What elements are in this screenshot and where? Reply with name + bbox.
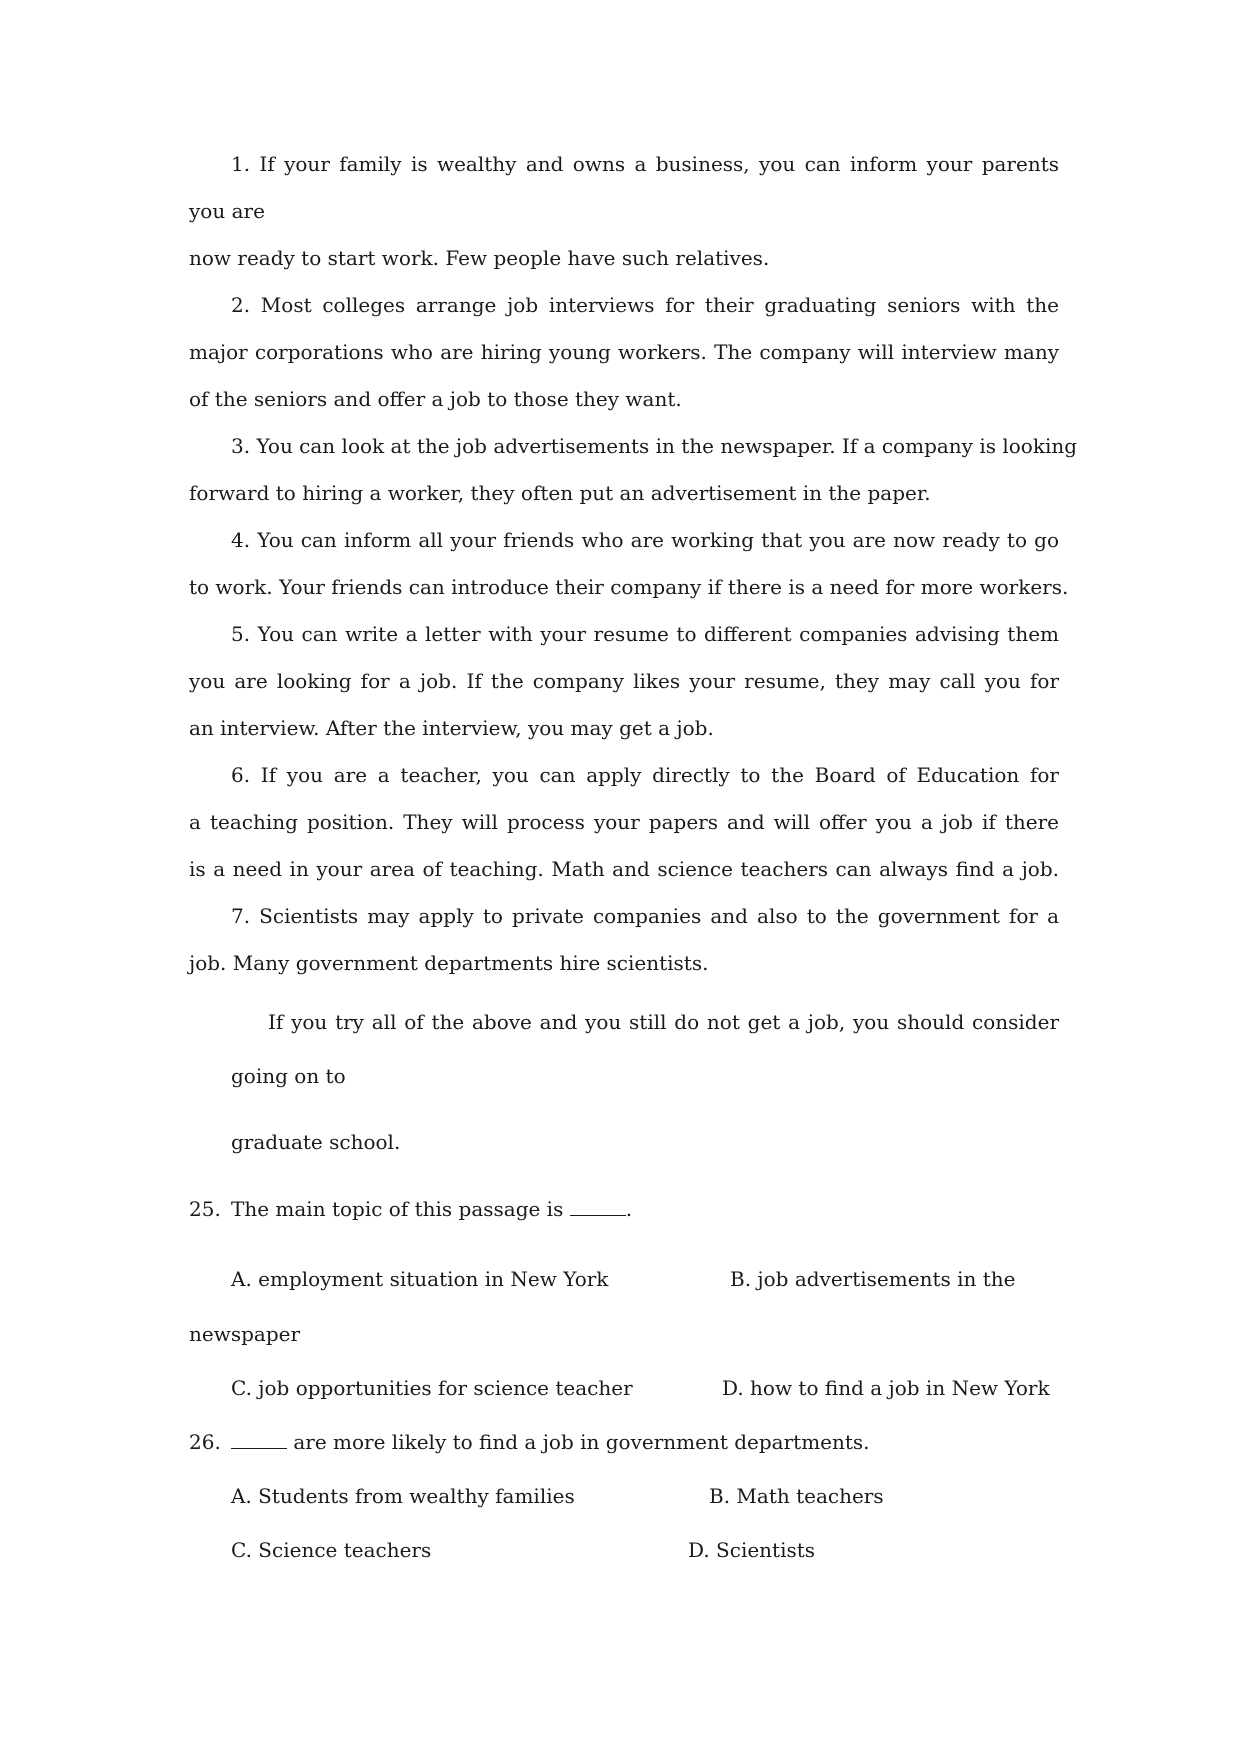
passage-line: 3. You can look at the job advertisements in the newspaper. If a company is looking: [231, 434, 1078, 458]
question-number: 26.: [189, 1430, 221, 1454]
option-a: A. employment situation in New York: [231, 1267, 609, 1291]
passage-line: you are: [189, 199, 265, 223]
passage-line: forward to hiring a worker, they often put an advertisement in the paper.: [189, 481, 931, 505]
question-26-stem: [189, 1428, 870, 1456]
conclusion-line: graduate school.: [231, 1130, 401, 1154]
passage-line: 5. You can write a letter with your resume to different companies advising them: [231, 622, 1059, 646]
passage-line: 1. If your family is wealthy and owns a business, you can inform your parents: [231, 152, 1059, 176]
passage-line: 4. You can inform all your friends who are working that you are now ready to go: [231, 528, 1059, 552]
passage-line: to work. Your friends can introduce their company if there is a need for more workers.: [189, 575, 1069, 599]
passage-line: 2. Most colleges arrange job interviews for their graduating seniors with the: [231, 293, 1059, 317]
option-b-continued: newspaper: [189, 1322, 301, 1346]
passage-line: now ready to start work. Few people have such relatives.: [189, 246, 770, 270]
question-text: The main topic of this passage is: [231, 1197, 564, 1221]
passage-line: 6. If you are a teacher, you can apply directly to the Board of Education for: [231, 763, 1059, 787]
option-c: C. Science teachers: [231, 1538, 432, 1562]
question-number: 25.: [189, 1197, 221, 1221]
option-b: B. Math teachers: [709, 1484, 884, 1508]
passage-line: job. Many government departments hire scientists.: [189, 951, 709, 975]
question-text: are more likely to find a job in government departments.: [293, 1430, 870, 1454]
option-d: D. Scientists: [688, 1538, 816, 1562]
passage-line: of the seniors and offer a job to those they want.: [189, 387, 682, 411]
option-b: B. job advertisements in the: [730, 1267, 1016, 1291]
passage-line: major corporations who are hiring young workers. The company will interview many: [189, 340, 1059, 364]
option-d: D. how to find a job in New York: [722, 1376, 1050, 1400]
passage-line: 7. Scientists may apply to private companies and also to the government for a: [231, 904, 1059, 928]
answer-blank: [570, 1197, 626, 1216]
passage-line: an interview. After the interview, you may get a job.: [189, 716, 714, 740]
question-text-end: .: [625, 1197, 633, 1221]
question-25-stem: [189, 1195, 632, 1223]
passage-line: is a need in your area of teaching. Math and science teachers can always find a job.: [189, 857, 1059, 881]
passage-line: a teaching position. They will process your papers and will offer you a job if there: [189, 810, 1059, 834]
answer-blank: [231, 1430, 287, 1449]
conclusion-line: If you try all of the above and you still do not get a job, you should consider: [268, 1010, 1059, 1034]
option-a: A. Students from wealthy families: [231, 1484, 575, 1508]
option-c: C. job opportunities for science teacher: [231, 1376, 633, 1400]
conclusion-line: going on to: [231, 1064, 346, 1088]
passage-line: you are looking for a job. If the company likes your resume, they may call you for: [189, 669, 1059, 693]
